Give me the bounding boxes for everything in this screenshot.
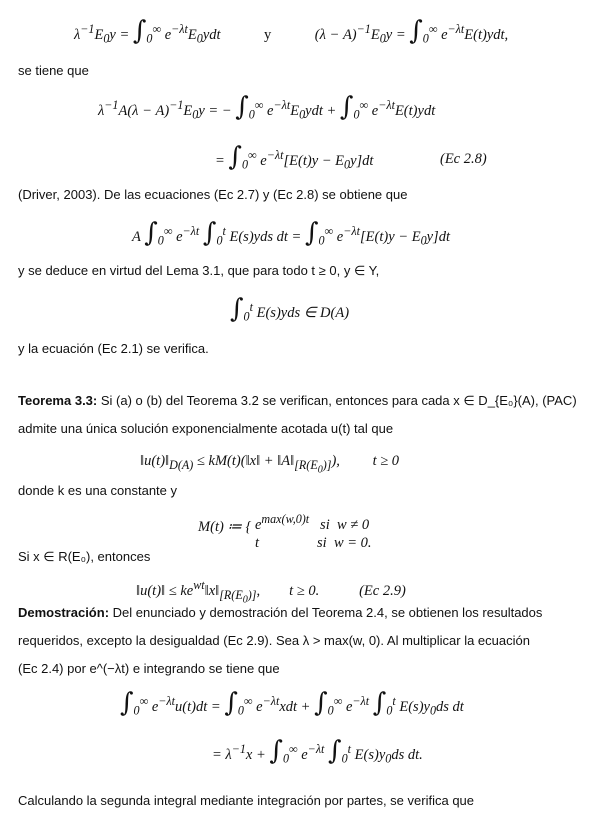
equation-10: = $\lambda^{-1}x + \int_0^\infty$ $e^{-\lambda t}$ $\int_0^t$ $E(s)y_0ds$ dt. — [212, 735, 423, 766]
equation-label-2-8: (Ec 2.8) — [440, 151, 487, 167]
paragraph-lema: y se deduce en virtud del Lema 3.1, que para todo t ≥ 0, y ∈ Y, — [18, 263, 380, 278]
text-se-tiene-que: se tiene que — [18, 63, 89, 78]
equation-4: A $\int_0^\infty$ $e^{-\lambda t}$ $\int_0^t$ E(s)yds dt = $\int_0^\infty$ $e^{-\lambda t}[E(t)y - E_0y]dt$ — [132, 217, 450, 248]
equation-9: $\int_0^\infty$ $e^{-\lambda t}u(t)dt = \int_0^\infty$ $e^{-\lambda t}xdt + \int_0^\infty$ $e^{-\lambda t}$ $\int_0^t$ $E(s)y_0ds$ dt — [120, 687, 464, 718]
theorem-text-2: admite una única solución exponencialmente acotada u(t) tal que — [18, 421, 394, 436]
paragraph-verifica: y la ecuación (Ec 2.1) se verifica. — [18, 341, 209, 356]
equation-2: $\lambda^{-1}A(\lambda - A)^{-1}E_0y$ = − $\int_0^\infty$ $e^{-\lambda t}E_0ydt + \int_0^\infty$ $e^{-\lambda t}E(t)ydt$ — [98, 91, 436, 122]
equation-3: = $\int_0^\infty$ $e^{-\lambda t}[E(t)y - E_0y]dt$ — [215, 141, 374, 172]
paragraph-driver: (Driver, 2003). De las ecuaciones (Ec 2.7) y (Ec 2.8) se obtiene que — [18, 187, 408, 202]
equation-7: M(t) ≔ { $e^{max(w,0)t}$ si w ≠ 0 t si w = 0. — [198, 512, 372, 551]
demostracion-line-2: requeridos, excepto la desigualdad (Ec 2.9). Sea λ > max(w, 0). Al multiplicar la ecuación — [18, 633, 530, 648]
equation-6: $‖u(t)‖_{D(A)}$ ≤ kM(t)(‖x‖ + $‖A‖_{[R(E_0)]}$), t ≥ 0 — [140, 453, 400, 476]
demostracion-line-3: (Ec 2.4) por e^(−λt) e integrando se tiene que — [18, 661, 280, 676]
equation-8: ‖u(t)‖ ≤ $ke^{wt}‖x‖_{[R(E_0)]}$, t ≥ 0. (Ec 2.9) — [136, 578, 406, 606]
paragraph-final: Calculando la segunda integral mediante integración por partes, se verifica que — [18, 793, 475, 808]
theorem-3-3: Teorema 3.3: Si (a) o (b) del Teorema 3.2 se verifican, entonces para cada x ∈ D_{E₀}(A), (PAC) — [18, 393, 577, 408]
demostracion: Demostración: Del enunciado y demostración del Teorema 2.4, se obtienen los resultados — [18, 605, 543, 620]
paragraph-constante: donde k es una constante y — [18, 483, 178, 498]
paragraph-si-x: Si x ∈ R(E₀), entonces — [18, 549, 151, 564]
equation-5: $\int_0^t$ E(s)yds ∈ D(A) — [230, 293, 350, 324]
equation-1: $\lambda^{-1}E_0y = \int_0^\infty$ $e^{-\lambda t}E_0ydt$ y $(\lambda - A)^{-1}E_0y = \int_0^\infty$ $e^{-\lambda t}E(t)ydt$, — [74, 15, 509, 46]
